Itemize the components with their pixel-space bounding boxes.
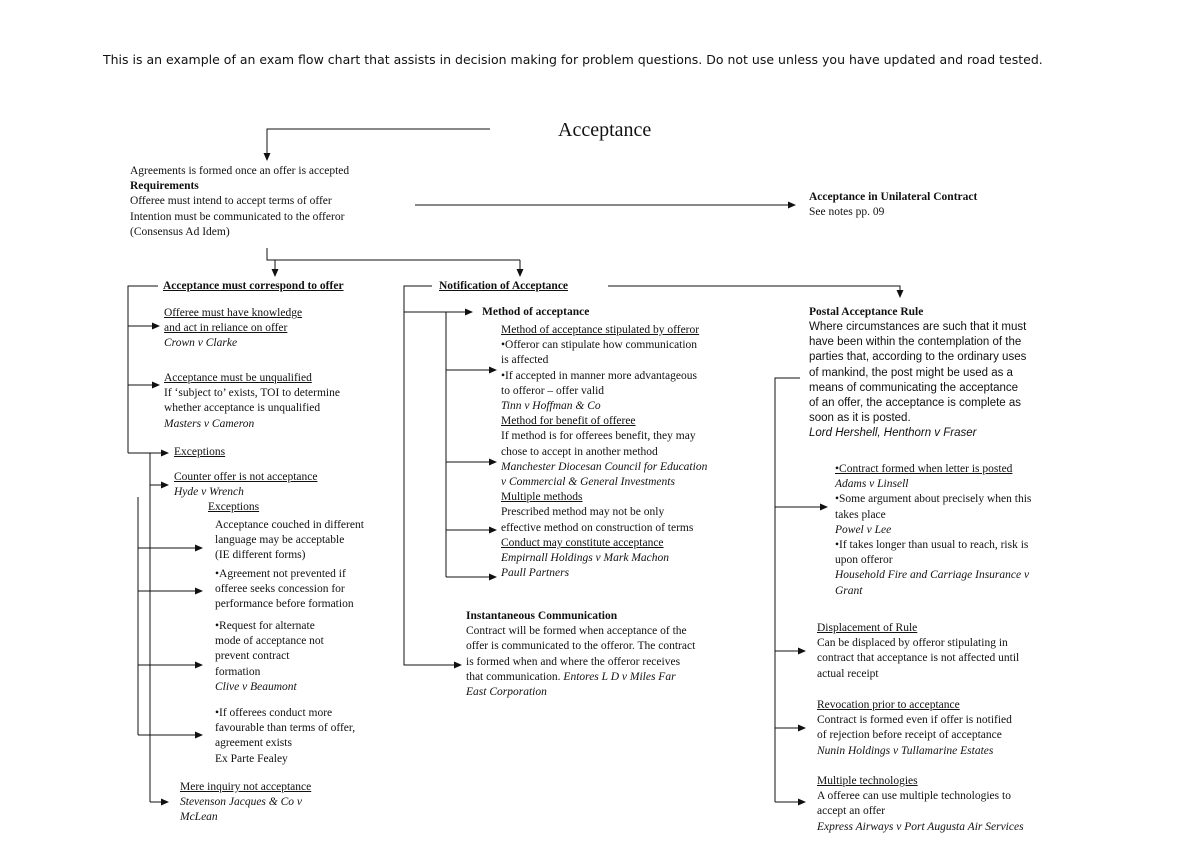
technologies-line-1: A offeree can use multiple technologies to bbox=[817, 790, 1011, 803]
revocation-heading: Revocation prior to acceptance bbox=[817, 699, 960, 711]
exception-4-block bbox=[215, 706, 355, 767]
notification-trunk bbox=[404, 286, 461, 665]
intro-line-4: (Consensus Ad Idem) bbox=[130, 225, 230, 238]
unqualified-line-1: If ‘subject to’ exists, TOI to determine bbox=[164, 387, 340, 400]
inquiry-case-1: Stevenson Jacques & Co v bbox=[180, 796, 302, 809]
multiple-line-1: Prescribed method may not be only bbox=[501, 506, 665, 519]
postal-heading: Postal Acceptance Rule bbox=[809, 306, 924, 318]
conduct-case-1: Empirnall Holdings v Mark Machon bbox=[501, 552, 670, 565]
exception-1-block bbox=[215, 518, 364, 564]
conduct-case-2: Paull Partners bbox=[501, 567, 570, 580]
notification-heading: Notification of Acceptance bbox=[439, 280, 569, 292]
instant-line-2: offer is communicated to the offeror. The contract bbox=[466, 640, 696, 653]
counter-block bbox=[174, 470, 317, 516]
benefit-case-2: v Commercial & General Investments bbox=[501, 476, 675, 489]
formed-heading: •Contract formed when letter is posted bbox=[835, 463, 1013, 475]
correspond-trunk bbox=[128, 286, 158, 453]
benefit-line-2: chose to accept in another method bbox=[501, 445, 658, 458]
formed-line-2: takes place bbox=[835, 508, 886, 521]
ex4-line-1: •If offerees conduct more bbox=[215, 707, 333, 719]
displacement-line-3: actual receipt bbox=[817, 667, 879, 680]
postal-rule-line-1: Where circumstances are such that it must bbox=[809, 321, 1027, 333]
title-connector bbox=[267, 129, 490, 160]
revocation-case: Nunin Holdings v Tullamarine Estates bbox=[817, 744, 994, 757]
ex3-line-1: •Request for alternate bbox=[215, 620, 315, 632]
unqualified-case: Masters v Cameron bbox=[164, 417, 255, 430]
formed-case: Adams v Linsell bbox=[835, 478, 909, 491]
technologies-heading: Multiple technologies bbox=[817, 775, 918, 787]
formed-case-2: Powel v Lee bbox=[835, 523, 892, 536]
postal-rule-line-7: soon as it is posted. bbox=[809, 412, 911, 425]
displacement-block bbox=[817, 621, 1019, 682]
knowledge-case: Crown v Clarke bbox=[164, 337, 238, 350]
benefit-line-1: If method is for offerees benefit, they may bbox=[501, 430, 696, 443]
formed-line-1: •Some argument about precisely when this bbox=[835, 493, 1032, 506]
formed-line-4: upon offeror bbox=[835, 554, 893, 567]
displacement-line-1: Can be displaced by offeror stipulating in bbox=[817, 637, 1008, 650]
exceptions-label: Exceptions bbox=[174, 446, 226, 458]
displacement-line-2: contract that acceptance is not affected until bbox=[817, 652, 1020, 665]
postal-rule-case: Lord Hershell, Henthorn v Fraser bbox=[809, 427, 977, 440]
stipulated-line-2: is affected bbox=[501, 354, 549, 367]
technologies-line-2: accept an offer bbox=[817, 805, 886, 818]
counter-case: Hyde v Wrench bbox=[174, 486, 244, 499]
inquiry-block bbox=[180, 780, 311, 826]
displacement-heading: Displacement of Rule bbox=[817, 622, 918, 634]
correspond-heading: Acceptance must correspond to offer bbox=[163, 280, 344, 292]
instant-case-2: East Corporation bbox=[466, 686, 547, 699]
intro-line-3: Intention must be communicated to the offeror bbox=[130, 210, 345, 223]
ex1-line-3: (IE different forms) bbox=[215, 549, 306, 562]
instant-heading: Instantaneous Communication bbox=[466, 610, 618, 622]
formed-case-3: Household Fire and Carriage Insurance v bbox=[835, 569, 1030, 582]
benefit-heading: Method for benefit of offeree bbox=[501, 415, 636, 428]
unilateral-block bbox=[809, 190, 977, 220]
ex2-line-3: performance before formation bbox=[215, 598, 354, 611]
header-note: This is an example of an exam flow chart that assists in decision making for problem questions. Do not use unless you have updated and road tested. bbox=[103, 52, 1043, 67]
stipulated-line-1: •Offeror can stipulate how communication bbox=[501, 339, 698, 352]
ex3-case: Clive v Beaumont bbox=[215, 680, 297, 693]
ex4-line-3: agreement exists bbox=[215, 737, 292, 750]
stipulated-case: Tinn v Hoffman & Co bbox=[501, 400, 601, 413]
unqualified-block bbox=[164, 371, 340, 432]
unqualified-line-2: whether acceptance is unqualified bbox=[164, 402, 321, 415]
page-title: Acceptance bbox=[558, 119, 652, 141]
ex2-line-1: •Agreement not prevented if bbox=[215, 568, 346, 580]
postal-formed-block bbox=[835, 462, 1031, 599]
postal-connector bbox=[608, 286, 900, 297]
postal-rule-line-2: have been within the contemplation of the bbox=[809, 336, 1022, 349]
postal-rule-line-5: means of communicating the acceptance bbox=[809, 381, 1019, 394]
instant-case-1: Entores L D v Miles Far bbox=[563, 670, 676, 683]
postal-rule-line-4: of mankind, the post might be used as a bbox=[809, 366, 1013, 379]
multiple-heading: Multiple methods bbox=[501, 491, 583, 504]
stipulated-heading: Method of acceptance stipulated by offeror bbox=[501, 324, 700, 336]
knowledge-block bbox=[164, 306, 302, 352]
unqualified-heading: Acceptance must be unqualified bbox=[164, 372, 312, 384]
ex3-line-4: formation bbox=[215, 665, 261, 678]
inquiry-heading: Mere inquiry not acceptance bbox=[180, 781, 312, 793]
instantaneous-block bbox=[466, 609, 695, 700]
method-heading: Method of acceptance bbox=[482, 306, 590, 318]
postal-rule-block bbox=[809, 320, 1026, 442]
exception-2-block bbox=[215, 567, 354, 613]
revocation-block bbox=[817, 698, 1012, 759]
technologies-case: Express Airways v Port Augusta Air Services bbox=[817, 820, 1024, 833]
stipulated-block bbox=[501, 323, 707, 581]
revocation-line-1: Contract is formed even if offer is notified bbox=[817, 714, 1012, 727]
counter-heading: Counter offer is not acceptance bbox=[174, 471, 318, 483]
knowledge-heading-2: and act in reliance on offer bbox=[164, 322, 288, 335]
inquiry-case-2: McLean bbox=[180, 811, 218, 824]
ex3-line-2: mode of acceptance not bbox=[215, 635, 324, 648]
instant-line-4: that communication. bbox=[466, 670, 564, 683]
intro-line-1: Agreements is formed once an offer is accepted bbox=[130, 165, 350, 177]
technologies-block bbox=[817, 774, 1024, 835]
requirements-heading: Requirements bbox=[130, 180, 199, 193]
benefit-case-1: Manchester Diocesan Council for Education bbox=[501, 460, 708, 473]
multiple-line-2: effective method on construction of terms bbox=[501, 521, 694, 534]
instant-line-3: is formed when and where the offeror receives bbox=[466, 655, 681, 668]
ex1-line-1: Acceptance couched in different bbox=[215, 519, 364, 531]
postal-rule-line-3: parties that, according to the ordinary uses bbox=[809, 351, 1027, 364]
formed-case-4: Grant bbox=[835, 584, 863, 597]
postal-rule-line-6: of an offer, the acceptance is complete as bbox=[809, 397, 1022, 410]
knowledge-heading-1: Offeree must have knowledge bbox=[164, 307, 303, 319]
conduct-heading: Conduct may constitute acceptance bbox=[501, 536, 664, 549]
ex3-line-3: prevent contract bbox=[215, 650, 290, 663]
stipulated-line-3: •If accepted in manner more advantageous bbox=[501, 369, 697, 382]
revocation-line-2: of rejection before receipt of acceptance bbox=[817, 729, 1002, 742]
ex4-case: Ex Parte Fealey bbox=[215, 752, 288, 765]
ex2-line-2: offeree seeks concession for bbox=[215, 583, 345, 596]
unilateral-heading: Acceptance in Unilateral Contract bbox=[809, 191, 978, 203]
unilateral-note: See notes pp. 09 bbox=[809, 206, 885, 219]
instant-line-1: Contract will be formed when acceptance of the bbox=[466, 625, 687, 638]
ex1-line-2: language may be acceptable bbox=[215, 534, 345, 547]
exception-3-block bbox=[215, 619, 324, 695]
counter-exceptions-label: Exceptions bbox=[208, 501, 260, 514]
postal-trunk bbox=[775, 378, 800, 802]
intro-line-2: Offeree must intend to accept terms of offer bbox=[130, 195, 332, 208]
stipulated-line-4: to offeror – offer valid bbox=[501, 384, 605, 397]
ex4-line-2: favourable than terms of offer, bbox=[215, 722, 356, 735]
split-connector bbox=[267, 248, 520, 260]
formed-line-3: •If takes longer than usual to reach, risk is bbox=[835, 539, 1029, 552]
intro-block bbox=[130, 164, 349, 240]
